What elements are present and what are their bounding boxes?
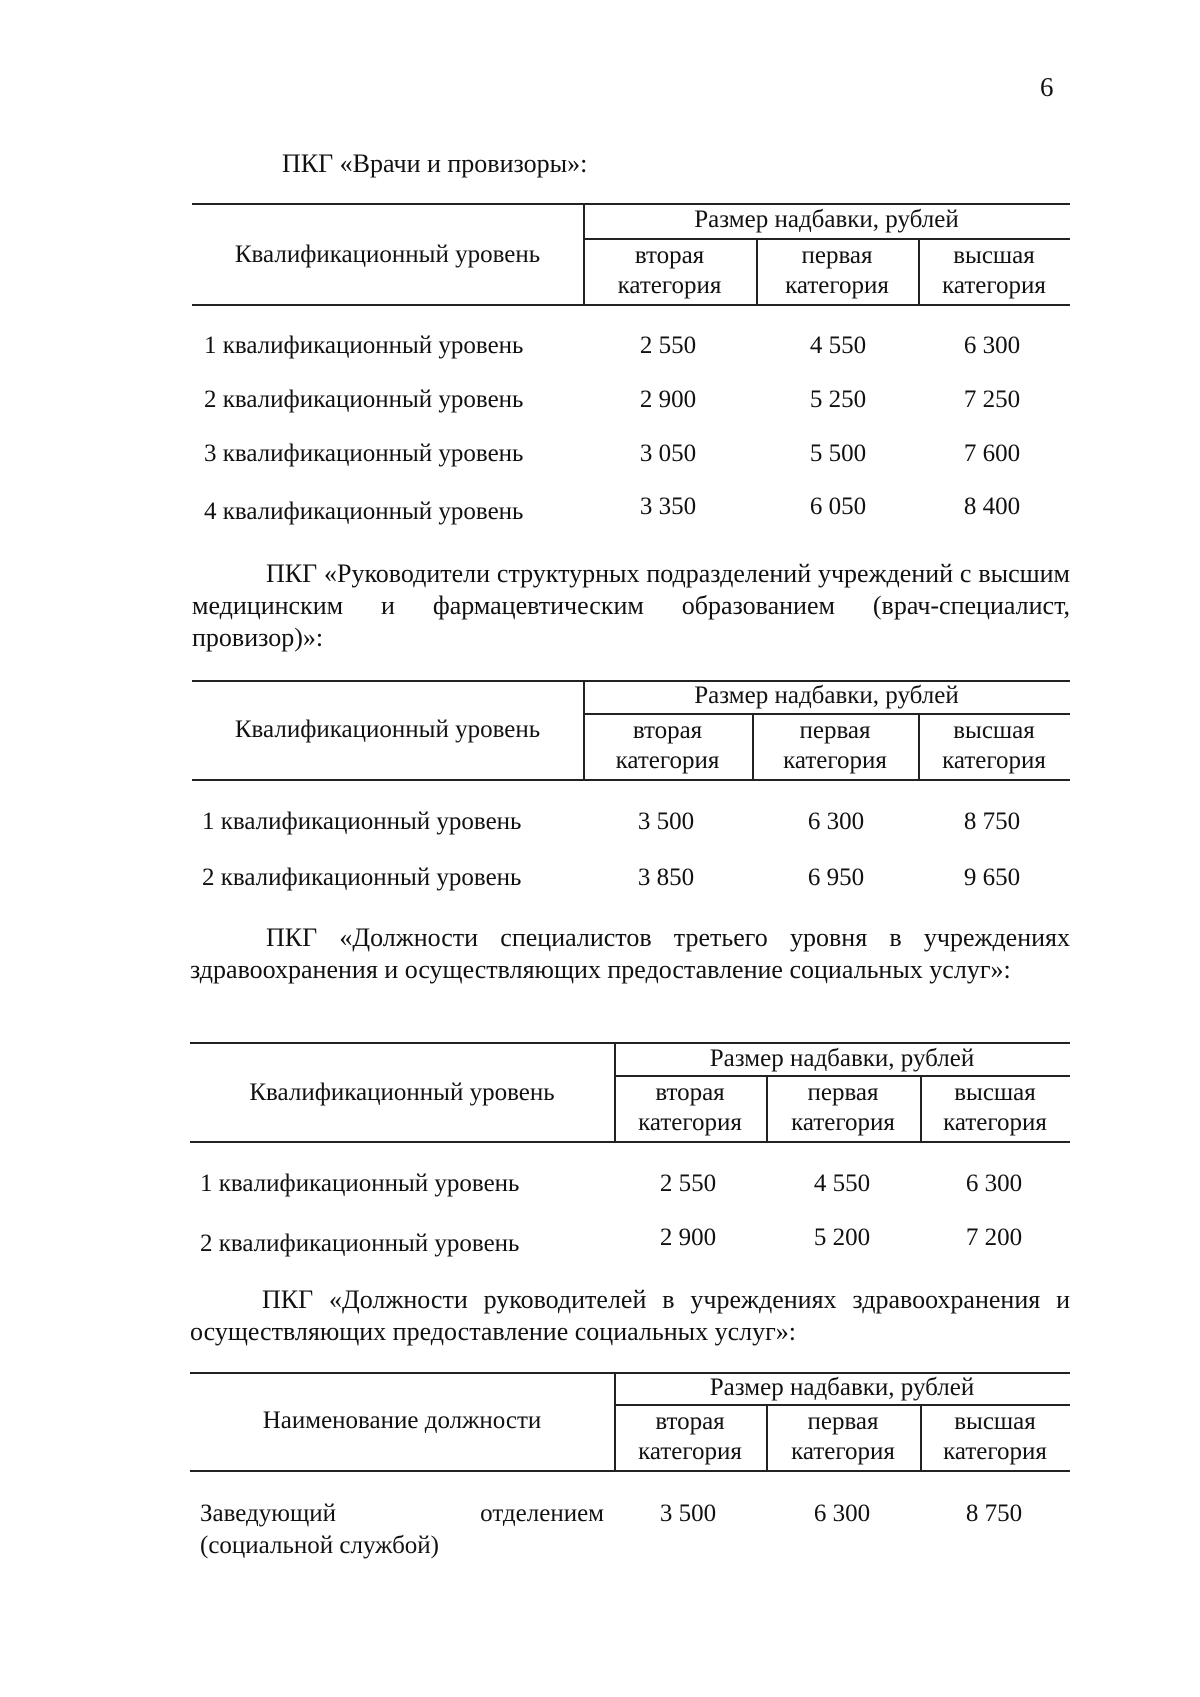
col-header-line: категория — [791, 1438, 895, 1465]
col-header-line: высшая — [954, 1408, 1036, 1435]
table-4-header-bottom-rule — [190, 1470, 1070, 1472]
col-header-line: вторая — [655, 1079, 725, 1106]
section-4-heading: ПКГ «Должности руководителей в учреждениях здравоохранения и осуществляющих предоставление социальных услуг»: — [190, 1285, 1070, 1346]
col-header-line: категория — [638, 1438, 742, 1465]
table-1-cell: 7 600 — [963, 440, 1021, 467]
col-header-line: вторая — [655, 1408, 725, 1435]
table-3-cell: 4 550 — [813, 1170, 871, 1197]
col-header-line: высшая — [953, 242, 1035, 269]
col-header-line: категория — [942, 272, 1046, 299]
table-3-cell: 7 200 — [965, 1224, 1023, 1251]
table-2-cell: 9 650 — [963, 864, 1021, 891]
table-1-row-label: 1 квалификационный уровень — [204, 332, 524, 359]
table-2-cell: 6 300 — [807, 808, 865, 835]
col-header-line: категория — [943, 1109, 1047, 1136]
table-1-first-col-header: Квалификационный уровень — [234, 241, 541, 268]
table-1-row-label: 2 квалификационный уровень — [204, 386, 524, 413]
col-header-line: категория — [791, 1109, 895, 1136]
table-3-cell: 2 550 — [659, 1170, 717, 1197]
table-2-group-rule — [583, 713, 1070, 715]
table-3-group-header: Размер надбавки, рублей — [709, 1045, 975, 1072]
table-4-group-header: Размер надбавки, рублей — [709, 1374, 975, 1401]
table-4-col-header — [614, 1407, 766, 1467]
table-1-cell: 4 550 — [809, 332, 867, 359]
table-3-col-header — [920, 1078, 1070, 1138]
table-4-cell: 8 750 — [965, 1500, 1023, 1527]
table-2-row-label: 2 квалификационный уровень — [202, 864, 522, 891]
table-1-cell: 3 050 — [639, 440, 697, 467]
table-2-cell: 3 500 — [637, 808, 695, 835]
table-1-col-header — [583, 241, 756, 301]
table-1-header-bottom-rule — [192, 304, 1070, 306]
table-1-cell: 6 050 — [809, 493, 867, 520]
table-3-cell: 5 200 — [813, 1224, 871, 1251]
table-1-cell: 2 550 — [639, 332, 697, 359]
table-3-cell: 6 300 — [965, 1170, 1023, 1197]
table-2-col-header — [752, 716, 918, 776]
table-2-cell: 8 750 — [963, 808, 1021, 835]
table-3-row-label: 1 квалификационный уровень — [200, 1170, 520, 1197]
col-header-line: высшая — [953, 717, 1035, 744]
table-1-cell: 3 350 — [639, 493, 697, 520]
table-4-row-label: Заведующий отделением (социальной службой) — [200, 1500, 604, 1559]
table-1-col-header — [918, 241, 1070, 301]
table-2-first-col-header: Квалификационный уровень — [234, 716, 541, 743]
table-1-cell: 2 900 — [639, 386, 697, 413]
table-1-group-rule — [583, 238, 1070, 240]
table-2-group-header: Размер надбавки, рублей — [694, 682, 959, 709]
col-header-line: категория — [942, 747, 1046, 774]
col-header-line: категория — [615, 747, 720, 774]
table-4-col-header — [920, 1407, 1070, 1467]
table-1-row-label: 3 квалификационный уровень — [204, 440, 524, 467]
col-header-line: категория — [638, 1109, 742, 1136]
section-1-heading: ПКГ «Врачи и провизоры»: — [282, 149, 588, 178]
table-2-col-header — [583, 716, 752, 776]
table-3-cell: 2 900 — [659, 1224, 717, 1251]
table-2-col-header — [918, 716, 1070, 776]
col-header-line: категория — [617, 272, 722, 299]
table-4-col-header — [766, 1407, 920, 1467]
col-header-line: категория — [943, 1438, 1047, 1465]
table-1-cell: 5 500 — [809, 440, 867, 467]
col-header-line: первая — [807, 1079, 879, 1106]
table-3-header-bottom-rule — [190, 1141, 1070, 1143]
table-3-row-label: 2 квалификационный уровень — [200, 1230, 520, 1257]
section-2-heading: ПКГ «Руководители структурных подразделений учреждений с высшим медицинским и фармацевтическим образованием (врач-специалист, провизор)»: — [192, 559, 1070, 652]
table-3-first-col-header: Квалификационный уровень — [249, 1079, 555, 1106]
table-1-cell: 5 250 — [809, 386, 867, 413]
table-2-row-label: 1 квалификационный уровень — [202, 808, 522, 835]
col-header-line: вторая — [634, 242, 705, 269]
table-3-group-rule — [614, 1075, 1070, 1077]
col-header-line: первая — [807, 1408, 879, 1435]
table-1-cell: 8 400 — [963, 493, 1021, 520]
table-1-cell: 6 300 — [963, 332, 1021, 359]
table-3-col-header — [614, 1078, 766, 1138]
table-1-cell: 7 250 — [963, 386, 1021, 413]
table-2-cell: 6 950 — [807, 864, 865, 891]
table-4-first-col-header: Наименование должности — [262, 1407, 542, 1434]
col-header-line: категория — [783, 747, 887, 774]
col-header-line: первая — [799, 717, 871, 744]
table-4-cell: 6 300 — [813, 1500, 871, 1527]
table-2-cell: 3 850 — [637, 864, 695, 891]
col-header-line: первая — [801, 242, 873, 269]
page-number: 6 — [1040, 72, 1054, 102]
table-3-col-header — [766, 1078, 920, 1138]
table-1-row-label: 4 квалификационный уровень — [204, 498, 524, 525]
table-1-group-header: Размер надбавки, рублей — [694, 206, 959, 233]
table-4-cell: 3 500 — [659, 1500, 717, 1527]
section-3-heading: ПКГ «Должности специалистов третьего уровня в учреждениях здравоохранения и осуществляющих предоставление социальных услуг»: — [190, 923, 1070, 984]
table-4-group-rule — [614, 1404, 1070, 1406]
col-header-line: высшая — [954, 1079, 1036, 1106]
col-header-line: вторая — [632, 717, 703, 744]
col-header-line: категория — [785, 272, 889, 299]
table-1-col-header — [756, 241, 918, 301]
table-2-header-bottom-rule — [192, 779, 1070, 781]
